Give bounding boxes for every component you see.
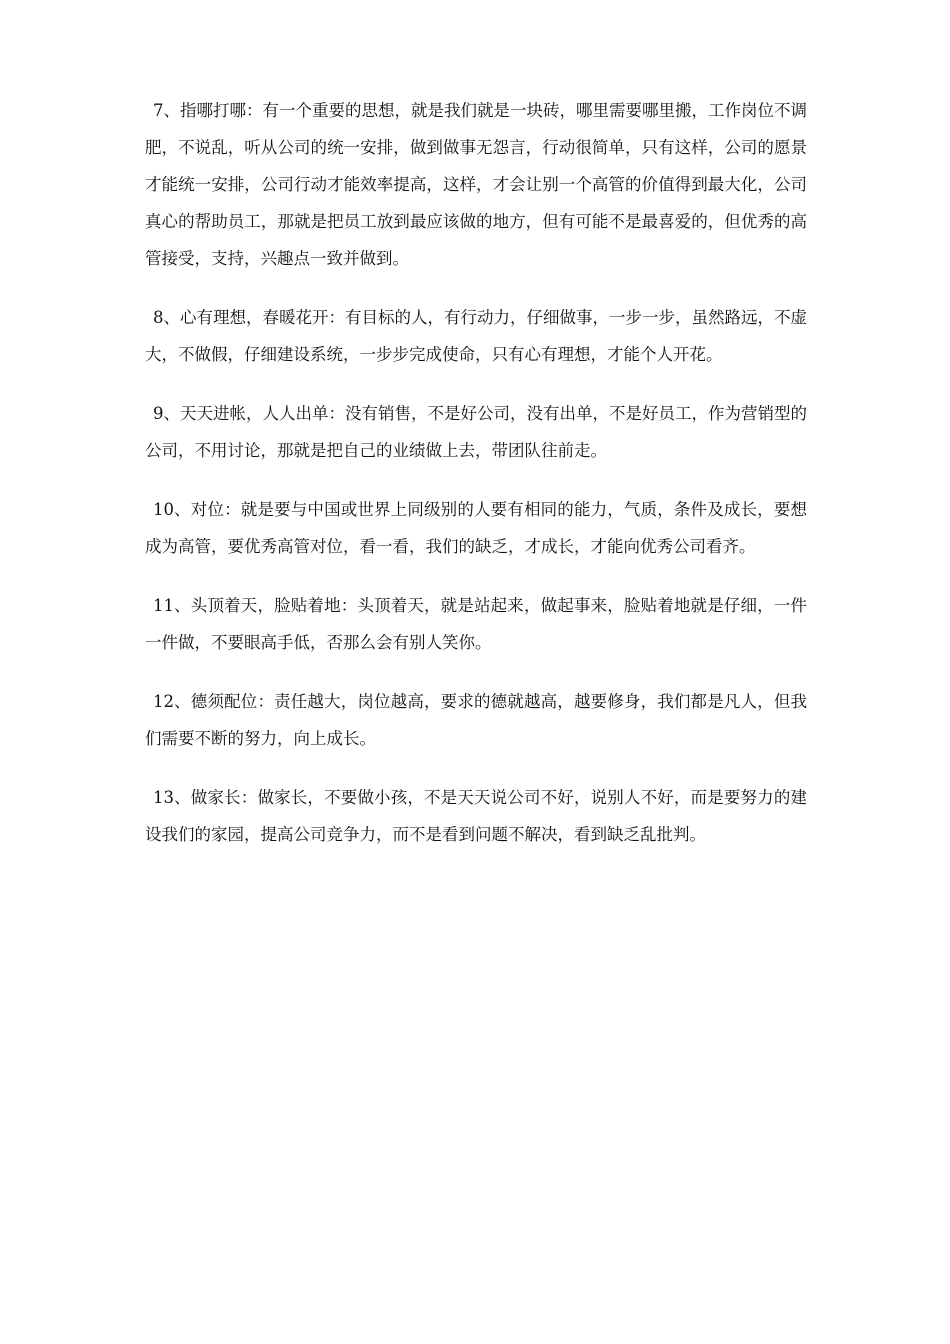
- paragraph-item-8: 8、心有理想，春暖花开：有目标的人，有行动力，仔细做事，一步一步，虽然路远，不虚大，不做假，仔细建设系统，一步步完成使命，只有心有理想，才能个人开花。: [145, 308, 807, 364]
- document-body: [145, 92, 807, 875]
- paragraph-item-7: 7、指哪打哪：有一个重要的思想，就是我们就是一块砖，哪里需要哪里搬，工作岗位不调肥，不说乱，听从公司的统一安排，做到做事无怨言，行动很简单，只有这样，公司的愿景才能统一安排，公司行动才能效率提高，这样，才会让别一个高管的价值得到最大化，公司真心的帮助员工，那就是把员工放到最应该做的地方，但有可能不是最喜爱的，但优秀的高管接受，支持，兴趣点一致并做到。: [145, 101, 807, 268]
- paragraph-item-10: 10、对位：就是要与中国或世界上同级别的人要有相同的能力，气质，条件及成长，要想成为高管，要优秀高管对位，看一看，我们的缺乏，才成长，才能向优秀公司看齐。: [145, 500, 807, 556]
- paragraph-item-9: 9、天天进帐，人人出单：没有销售，不是好公司，没有出单，不是好员工，作为营销型的公司，不用讨论，那就是把自己的业绩做上去，带团队往前走。: [145, 404, 807, 460]
- paragraph-item-13: 13、做家长：做家长，不要做小孩，不是天天说公司不好，说别人不好，而是要努力的建设我们的家园，提高公司竞争力，而不是看到问题不解决，看到缺乏乱批判。: [145, 788, 807, 844]
- paragraph-item-11: 11、头顶着天，脸贴着地：头顶着天，就是站起来，做起事来，脸贴着地就是仔细，一件一件做，不要眼高手低，否那么会有别人笑你。: [145, 596, 807, 652]
- paragraph-item-12: 12、德须配位：责任越大，岗位越高，要求的德就越高，越要修身，我们都是凡人，但我们需要不断的努力，向上成长。: [145, 692, 807, 748]
